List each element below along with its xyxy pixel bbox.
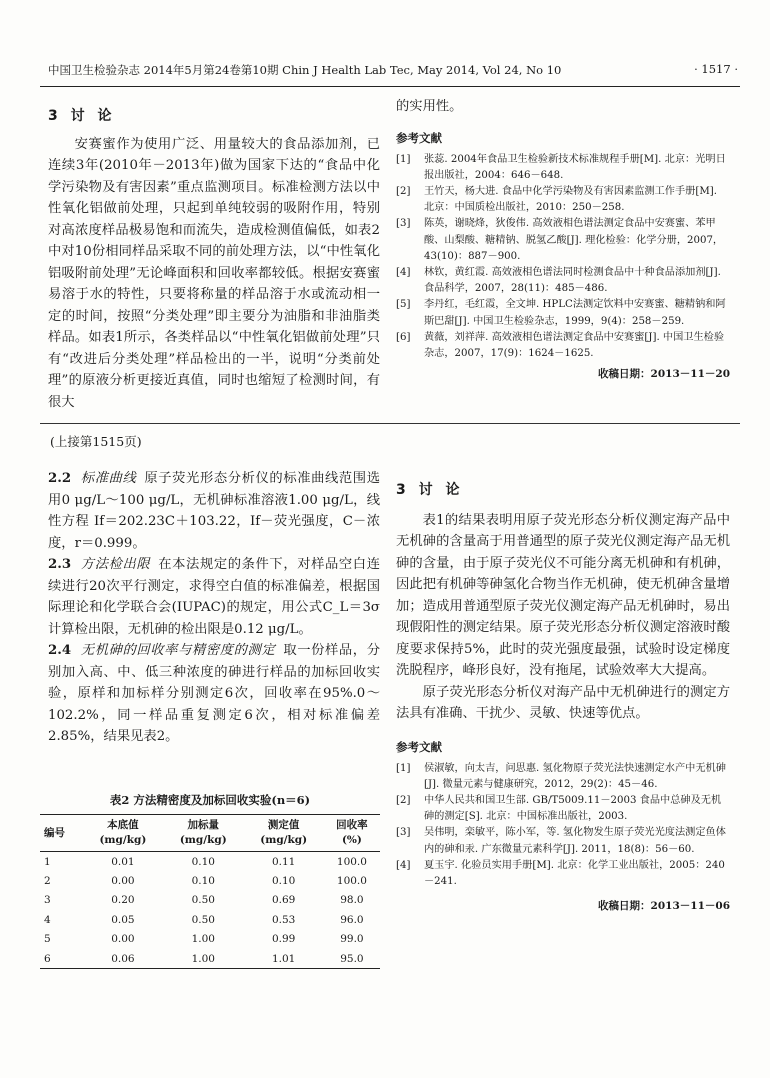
table-cell: 0.99 — [271, 933, 296, 946]
discussion-paragraph: 安赛蜜作为使用广泛、用量较大的食品添加剂，已连续3年(2010年－2013年)做为国家下达的“食品中化学污染物及有害因素”重点监测项目。标准检测方法以中性氧化铝做前处理，只起到单纯较弱的吸附作用，特别对高浓度样品极易饱和而流失，造成检测值偏低，如表2中对10份相同样品采取不同的前处理方法，以“中性氧化铝吸附前处理”无论峰面积和回收率都较低。根据安赛蜜易溶于水的特性，只要将称量的样品溶于水或流动相一定的时间，按照“分类处理”即主要分为油脂和非油脂类样品。如表1所示，各类样品以“中性氧化铝做前处理”只有“改进后分类处理”样品检出的一半，说明“分类前处理”的原液分析更接近真值，同时也缩短了检测时间，有很大 — [48, 136, 380, 410]
reference-number: [2] — [396, 185, 411, 197]
table-cell: 1.00 — [191, 952, 215, 965]
reference-text: 李丹红，毛红霞，全文坤. HPLC法测定饮料中安赛蜜、糖精钠和阿斯巴甜[J]. 中国卫生检验杂志，1999，9(4)：258－259. — [424, 299, 726, 327]
header-rule — [40, 86, 740, 87]
header-unit: (mg/kg) — [260, 834, 308, 846]
table-cell: 1 — [44, 855, 51, 868]
reference-item — [396, 858, 730, 890]
reference-item — [396, 330, 730, 362]
table-row — [40, 852, 380, 872]
reference-number: [1] — [396, 153, 411, 165]
table-row — [40, 891, 380, 911]
table-cell: 6 — [44, 952, 51, 965]
header-unit: (%) — [341, 834, 362, 846]
reference-number: [5] — [396, 299, 411, 311]
continuation-text: 的实用性。 — [396, 99, 463, 114]
reference-item — [396, 152, 730, 184]
table-title: 表2 方法精密度及加标回收实验(n＝6) — [109, 793, 311, 807]
reference-number: [6] — [396, 331, 411, 343]
reference-item — [396, 184, 730, 216]
table-cell: 0.06 — [111, 952, 135, 965]
table-cell: 0.00 — [111, 874, 135, 887]
reference-text: 黄薇，刘祥萍. 高效液相色谱法测定食品中安赛蜜[J]. 中国卫生检验杂志，2007，17(9)：1624－1625. — [424, 331, 725, 359]
reference-text: 陈英，谢晓烽，狄俊伟. 高效液相色谱法测定食品中安赛蜜、苯甲酸、山梨酸、糖精钠、脱氢乙酸[J]. 理化检验：化学分册，2007，43(10)：887－900. — [424, 218, 724, 262]
table-header-cell — [163, 815, 243, 852]
running-header — [48, 62, 738, 84]
header-label: 回收率 — [336, 819, 368, 831]
table-cell: 100.0 — [336, 855, 367, 868]
references-heading-2: 参考文献 — [396, 739, 442, 754]
reference-text: 张蕊. 2004年食品卫生检验新技术标准规程手册[M]. 北京：光明日报出版社，2004：646－648. — [424, 153, 726, 181]
table-cell: 4 — [44, 913, 51, 926]
reference-number: [1] — [396, 762, 411, 774]
table-header-cell — [243, 815, 323, 852]
reference-text: 吴伟明，栾敏平，陈小军，等. 氢化物发生原子荧光光度法测定鱼体内的砷和汞. 广东微量元素科学[J]. 2011，18(8)：56－60. — [424, 827, 726, 855]
reference-number: [4] — [396, 266, 411, 278]
table-cell: 0.00 — [111, 933, 135, 946]
header-label: 加标量 — [187, 819, 220, 831]
table-cell: 2 — [44, 874, 51, 887]
table-cell: 0.05 — [111, 913, 135, 926]
reference-text: 中华人民共和国卫生部. GB/T5009.11－2003 食品中总砷及无机砷的测定[S]. 北京：中国标准出版社，2003. — [424, 794, 722, 823]
reference-text: 侯淑敏，向太吉，问思惠. 氢化物原子荧光法快速测定水产中无机砷[J]. 微量元素与健康研究，2012，29(2)：45－46. — [424, 762, 726, 790]
bottom-right-column — [396, 480, 730, 913]
header-unit: (mg/kg) — [179, 834, 227, 846]
table-cell: 0.10 — [191, 855, 215, 868]
table-cell: 0.01 — [111, 855, 135, 868]
table-row — [40, 930, 380, 950]
table-cell: 0.53 — [271, 913, 296, 926]
reference-item — [396, 825, 730, 857]
reference-number: [3] — [396, 218, 411, 230]
section-heading: 3 讨 论 — [48, 108, 116, 124]
table-cell: 100.0 — [336, 874, 367, 887]
journal-info: 中国卫生检验杂志 2014年5月第24卷第10期 Chin J Health Lab Tec, May 2014, Vol 24, No 10 — [48, 63, 562, 77]
top-left-column — [48, 106, 380, 413]
reference-list-2 — [396, 761, 730, 891]
table-cell: 95.0 — [340, 952, 364, 965]
reference-item — [396, 761, 730, 793]
header-label: 本底值 — [107, 819, 139, 831]
section-2-2: 2.2 标准曲线 原子荧光形态分析仪的标准曲线范围选用0 μg/L～100 μg/L，无机砷标准溶液1.00 μg/L，线性方程 If＝202.23C＋103.22，If－荧光强度，C－浓度，r＝0.999。 — [48, 471, 380, 551]
table-row — [40, 949, 380, 969]
references-heading: 参考文献 — [396, 130, 442, 145]
table-header-cell — [324, 815, 380, 852]
table-row — [40, 871, 380, 891]
reference-number: [4] — [396, 859, 411, 871]
table-2 — [40, 792, 380, 969]
reference-item — [396, 793, 730, 825]
discussion-paragraph-1: 表1的结果表明用原子荧光形态分析仪测定海产品中无机砷的含量高于用普通型的原子荧光仪测定海产品无机砷的含量，由于原子荧光仪不可能分离无机砷和有机砷，因此把有机砷等砷氢化合物当作无机砷，使无机砷含量增加；造成用普通型原子荧光仪测定海产品无机砷时，易出现假阳性的测定结果。原子荧光形态分析仪测定溶液时酸度要求保持5%，此时的荧光强度最强，试验时设定梯度洗脱程序，峰形良好，没有拖尾，试验效率大大提高。 — [396, 512, 730, 678]
reference-text: 王竹天，杨大进. 食品中化学污染物及有害因素监测工作手册[M]. 北京：中国质检出版社，2010：250－258. — [424, 185, 717, 214]
table-cell: 0.20 — [111, 894, 135, 907]
table-cell: 98.0 — [340, 894, 364, 907]
reference-text: 夏玉宇. 化验员实用手册[M]. 北京：化学工业出版社，2005：240－241. — [424, 859, 725, 887]
table-cell: 0.50 — [191, 894, 215, 907]
table-cell: 0.69 — [271, 894, 296, 907]
article-separator — [40, 423, 740, 424]
table-row — [40, 910, 380, 930]
bottom-left-column — [48, 468, 380, 748]
reference-item — [396, 216, 730, 265]
table-cell: 0.10 — [191, 874, 215, 887]
received-date-2: 收稿日期：2013－11－06 — [598, 900, 730, 913]
table-cell: 1.00 — [191, 933, 215, 946]
reference-item — [396, 297, 730, 329]
section-heading-2: 3 讨 论 — [396, 482, 464, 498]
discussion-paragraph-2: 原子荧光形态分析仪对海产品中无机砷进行的测定方法具有准确、干扰少、灵敏、快速等优点。 — [396, 684, 730, 721]
reference-item — [396, 265, 730, 297]
reference-text: 林钦，黄红霞. 高效液相色谱法同时检测食品中十种食品添加剂[J]. 食品科学，2007，28(11)：485－486. — [424, 266, 721, 295]
table-cell: 5 — [44, 933, 51, 946]
table-header-cell — [40, 815, 83, 852]
table-cell: 99.0 — [340, 933, 364, 946]
table-cell: 0.11 — [271, 855, 296, 868]
table-cell: 3 — [44, 894, 51, 907]
table-cell: 96.0 — [340, 913, 364, 926]
section-2-3: 2.3 方法检出限 在本法规定的条件下，对样品空白连续进行20次平行测定，求得空白值的标准偏差，根据国际理论和化学联合会(IUPAC)的规定，用公式C_L＝3σ计算检出限，无机砷的检出限是0.12 μg/L。 — [48, 557, 380, 637]
header-label: 测定值 — [267, 819, 300, 831]
precision-recovery-table — [40, 814, 380, 969]
page-number: · 1517 · — [694, 62, 738, 76]
header-unit: (mg/kg) — [99, 834, 147, 846]
reference-number: [2] — [396, 794, 411, 806]
reference-list — [396, 152, 730, 363]
continued-note: (上接第1515页) — [50, 434, 142, 449]
table-cell: 0.10 — [271, 874, 296, 887]
received-date: 收稿日期：2013－11－20 — [598, 368, 730, 381]
top-right-column — [396, 96, 730, 381]
reference-number: [3] — [396, 827, 411, 839]
section-2-4: 2.4 无机砷的回收率与精密度的测定 取一份样品，分别加入高、中、低三种浓度的砷进行样品的加标回收实验，原样和加标样分别测定6次，回收率在95%.0～102.2%，同一样品重复测定6次，相对标准偏差2.85%，结果见表2。 — [48, 643, 381, 744]
header-label: 编号 — [44, 826, 65, 839]
table-header-cell — [83, 815, 163, 852]
table-cell: 0.50 — [191, 913, 215, 926]
table-cell: 1.01 — [271, 952, 296, 965]
